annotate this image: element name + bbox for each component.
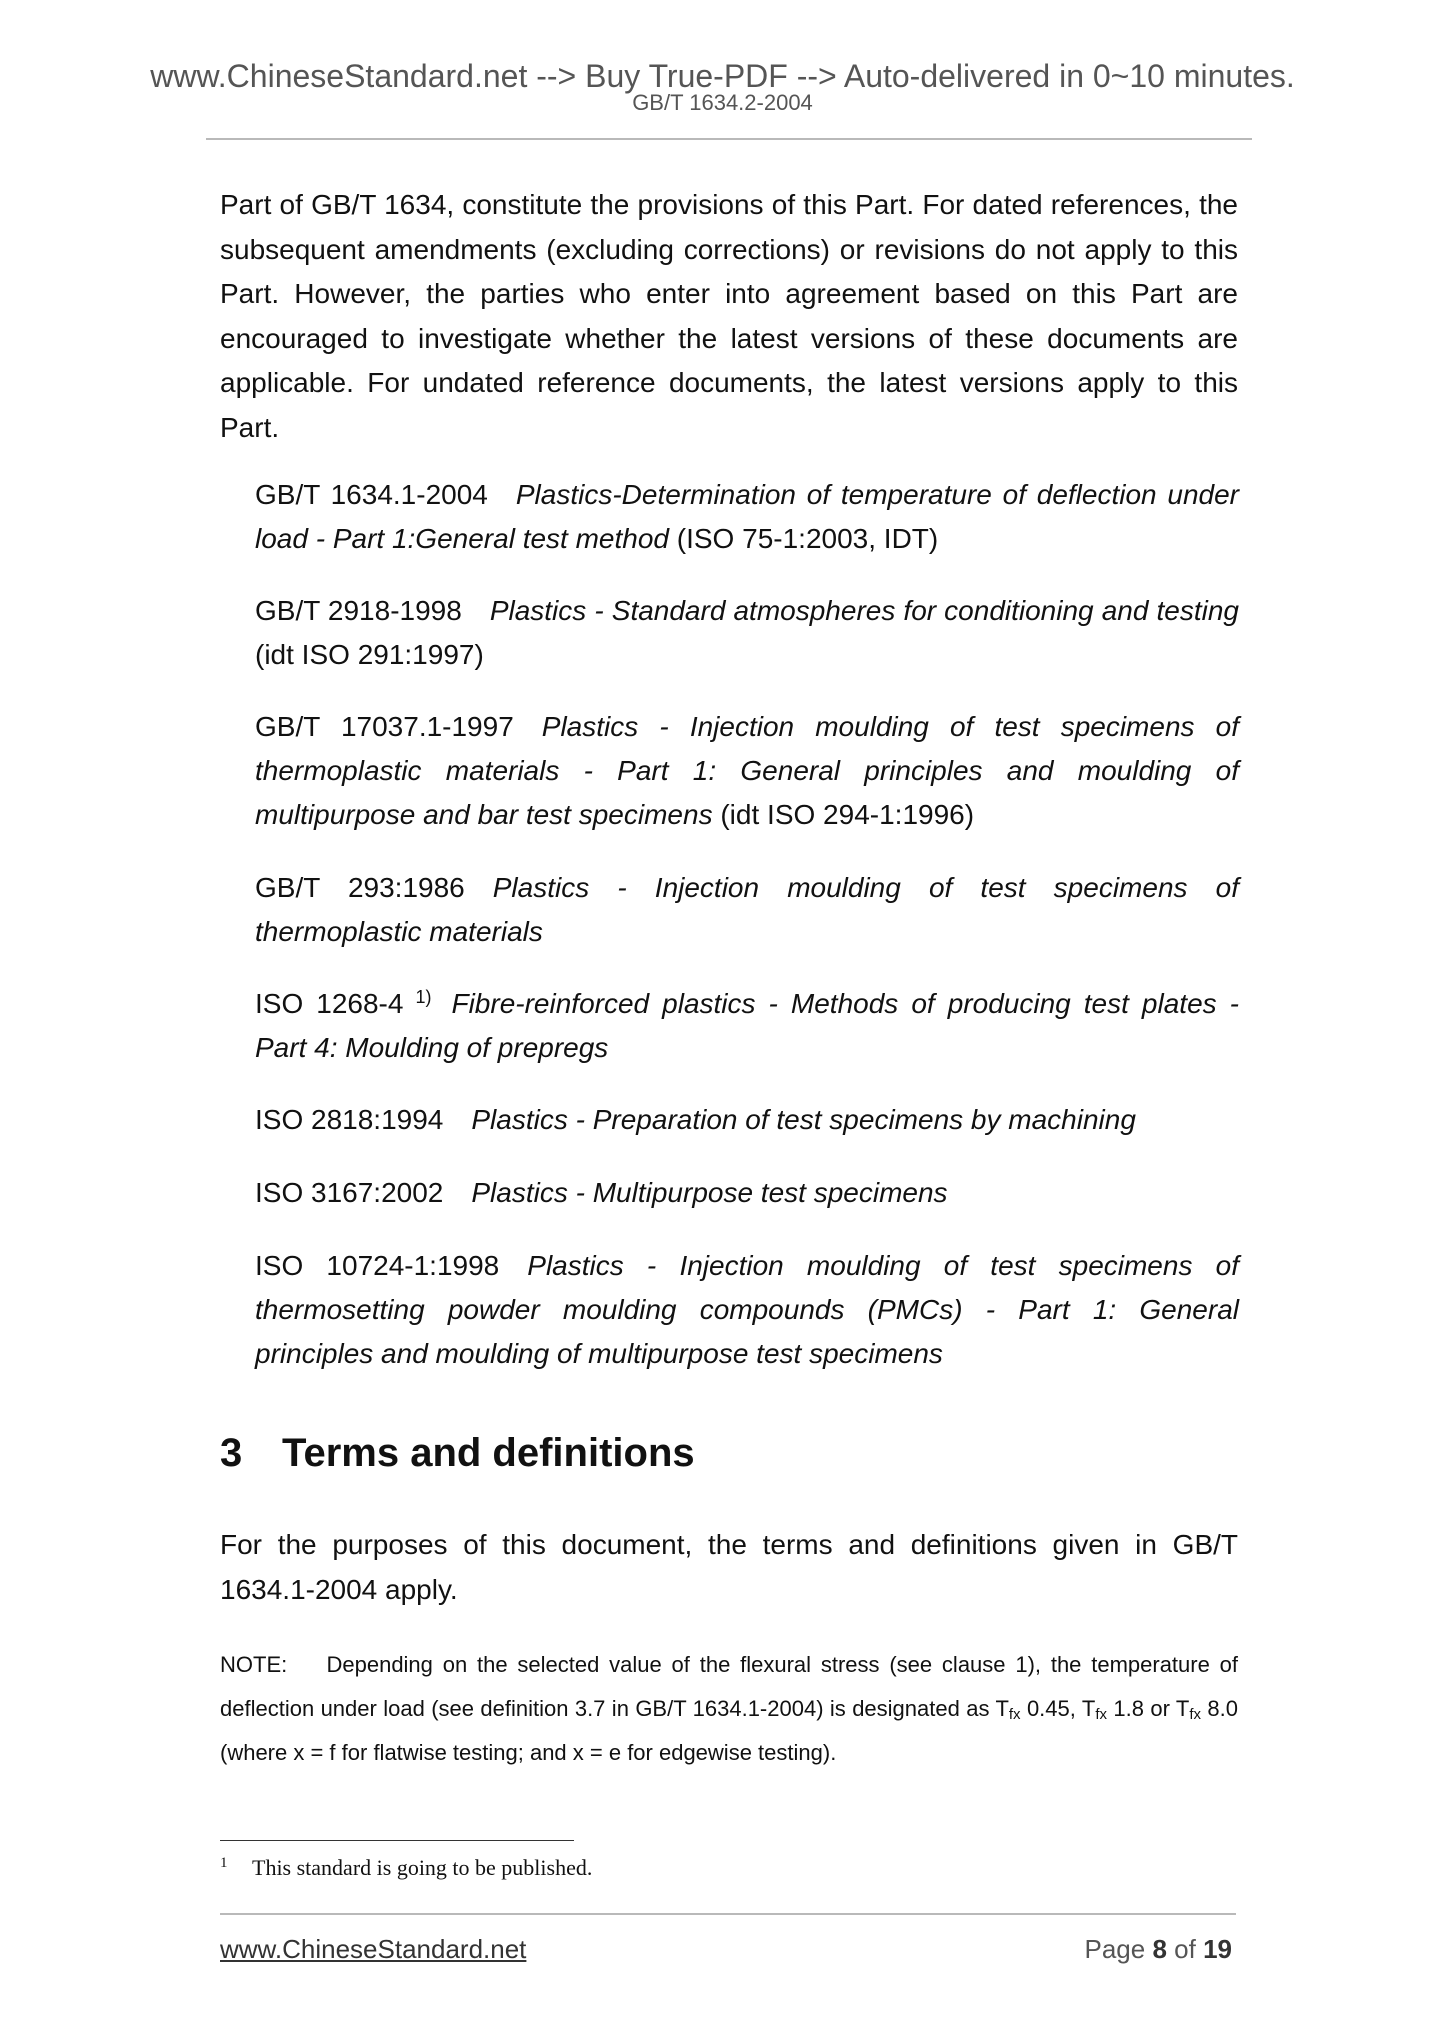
reference-code: GB/T 17037.1-1997	[255, 711, 514, 742]
reference-item	[255, 705, 1239, 837]
reference-title: Plastics-Determination of temperature of deflection under load - Part 1:General test method	[255, 479, 1239, 554]
page-current: 8	[1152, 1934, 1167, 1964]
reference-suffix: (ISO 75-1:2003, IDT)	[669, 523, 939, 554]
reference-item	[255, 866, 1239, 954]
reference-title: Plastics - Injection moulding of test specimens of thermoplastic materials - Part 1: General principles and moulding of multipurpose and bar test specimens	[255, 711, 1239, 830]
note-subscript: fx	[1095, 1706, 1107, 1723]
note-subscript: fx	[1008, 1706, 1021, 1723]
reference-item	[255, 473, 1239, 561]
reference-item	[255, 982, 1239, 1070]
reference-item	[255, 1171, 1239, 1215]
note-text: 8.0 (where x = f for flatwise testing; and x = e for edgewise testing).	[220, 1696, 1238, 1765]
page-of: of	[1174, 1934, 1196, 1964]
reference-title: Plastics - Multipurpose test specimens	[471, 1177, 948, 1208]
page-label: Page	[1084, 1934, 1146, 1964]
reference-code: GB/T 2918-1998	[255, 595, 462, 626]
reference-suffix: (idt ISO 291:1997)	[255, 639, 484, 670]
section-title: Terms and definitions	[282, 1431, 695, 1475]
reference-title: Plastics - Injection moulding of test specimens of thermosetting powder moulding compounds (PMCs) - Part 1: General principles and moulding of multipurpose test specimens	[255, 1250, 1239, 1369]
footnote-text: This standard is going to be published.	[252, 1855, 593, 1880]
reference-title: Plastics - Standard atmospheres for conditioning and testing	[489, 595, 1239, 626]
section-paragraph: For the purposes of this document, the terms and definitions given in GB/T 1634.1-2004 apply.	[220, 1529, 1238, 1605]
footer-website-link[interactable]: www.ChineseStandard.net	[220, 1934, 527, 1964]
note-subscript: fx	[1189, 1706, 1202, 1723]
page-total: 19	[1203, 1934, 1232, 1964]
note-paragraph	[220, 1643, 1238, 1775]
reference-suffix: (idt ISO 294-1:1996)	[712, 799, 975, 830]
top-banner: www.ChineseStandard.net --> Buy True-PDF --> Auto-delivered in 0~10 minutes.	[150, 58, 1295, 94]
section-heading	[220, 1427, 695, 1479]
footer-divider	[220, 1913, 1236, 1915]
reference-item	[255, 1244, 1239, 1376]
section-number: 3	[220, 1431, 243, 1475]
note-lead: NOTE:	[220, 1652, 288, 1677]
note-text: Depending on the selected value of the flexural stress (see clause 1), the temperature of deflection under load (see definition 3.7 in GB/T 1634.1-2004) is designated as T	[220, 1652, 1238, 1721]
reference-title: Fibre-reinforced plastics - Methods of producing test plates - Part 4: Moulding of prepregs	[255, 988, 1239, 1063]
reference-item	[255, 1098, 1239, 1142]
reference-code: GB/T 1634.1-2004	[255, 479, 488, 510]
standard-code: GB/T 1634.2-2004	[632, 90, 813, 115]
reference-code: GB/T 293:1986	[255, 872, 465, 903]
reference-code: ISO 3167:2002	[255, 1177, 444, 1208]
header-divider	[206, 138, 1252, 140]
page-number	[1084, 1933, 1232, 1965]
footnote-marker: 1)	[415, 987, 432, 1007]
intro-paragraph: Part of GB/T 1634, constitute the provisions of this Part. For dated references, the subsequent amendments (excluding corrections) or revisions do not apply to this Part. However, the parties who enter into agreement based on this Part are encouraged to investigate whether the latest versions of these documents are applicable. For undated reference documents, the latest versions apply to this Part.	[220, 189, 1238, 443]
reference-code: ISO 2818:1994	[255, 1104, 444, 1135]
reference-item	[255, 589, 1239, 677]
reference-title: Plastics - Preparation of test specimens by machining	[471, 1104, 1136, 1135]
note-text: 0.45, T	[1020, 1696, 1096, 1721]
reference-code: ISO 10724-1:1998	[255, 1250, 500, 1281]
reference-title: Plastics - Injection moulding of test specimens of thermoplastic materials	[255, 872, 1239, 947]
note-text: 1.8 or T	[1106, 1696, 1190, 1721]
footnote: 1 This standard is going to be published.	[220, 1855, 593, 1880]
reference-code: ISO 1268-4	[255, 988, 404, 1019]
footnote-divider	[220, 1840, 574, 1841]
